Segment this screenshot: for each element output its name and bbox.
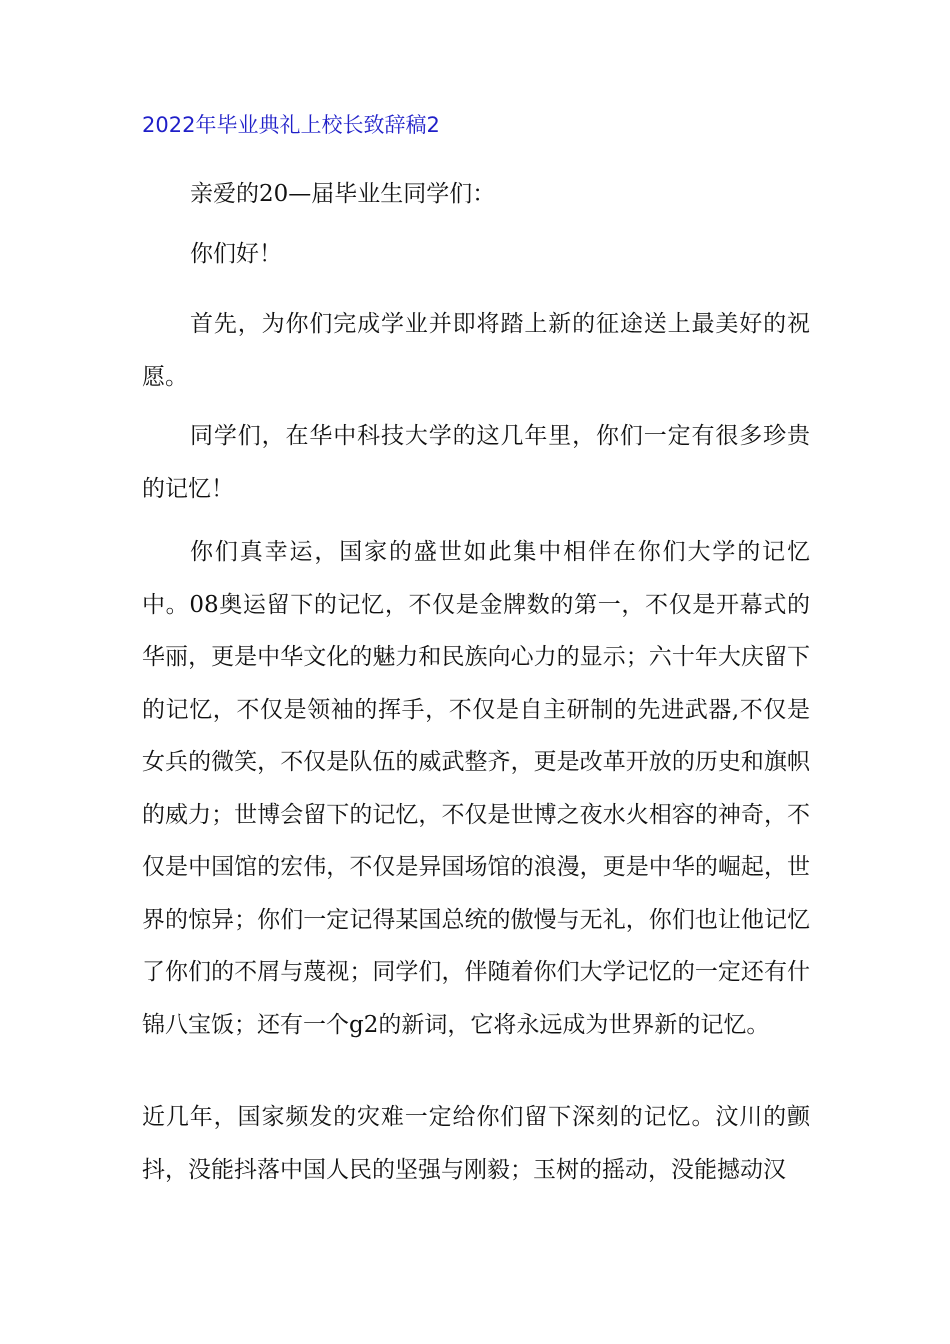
wishes-paragraph: 首先，为你们完成学业并即将踏上新的征途送上最美好的祝愿。 [142, 311, 810, 390]
memories-paragraph: 同学们，在华中科技大学的这几年里，你们一定有很多珍贵的记忆！ [142, 423, 810, 502]
greeting-paragraph: 你们好！ [190, 241, 282, 267]
disasters-paragraph: 近几年，国家频发的灾难一定给你们留下深刻的记忆。汶川的颤抖，没能抖落中国人民的坚强与刚毅；玉树的摇动，没能撼动汉 [142, 1104, 810, 1183]
salutation-paragraph: 亲爱的20—届毕业生同学们： [190, 181, 496, 207]
document-title: 2022年毕业典礼上校长致辞稿2 [142, 113, 440, 137]
national-events-paragraph: 你们真幸运，国家的盛世如此集中相伴在你们大学的记忆中。08奥运留下的记忆，不仅是金牌数的第一，不仅是开幕式的华丽，更是中华文化的魅力和民族向心力的显示；六十年大庆留下的记忆，不仅是领袖的挥手，不仅是自主研制的先进武器,不仅是女兵的微笑，不仅是队伍的威武整齐，更是改革开放的历史和旗帜的威力；世博会留下的记忆，不仅是世博之夜水火相容的神奇，不仅是中国馆的宏伟，不仅是异国场馆的浪漫，更是中华的崛起，世界的惊异；你们一定记得某国总统的傲慢与无礼，你们也让他记忆了你们的不屑与蔑视；同学们，伴随着你们大学记忆的一定还有什锦八宝饭；还有一个g2的新词，它将永远成为世界新的记忆。 [142, 539, 810, 1038]
